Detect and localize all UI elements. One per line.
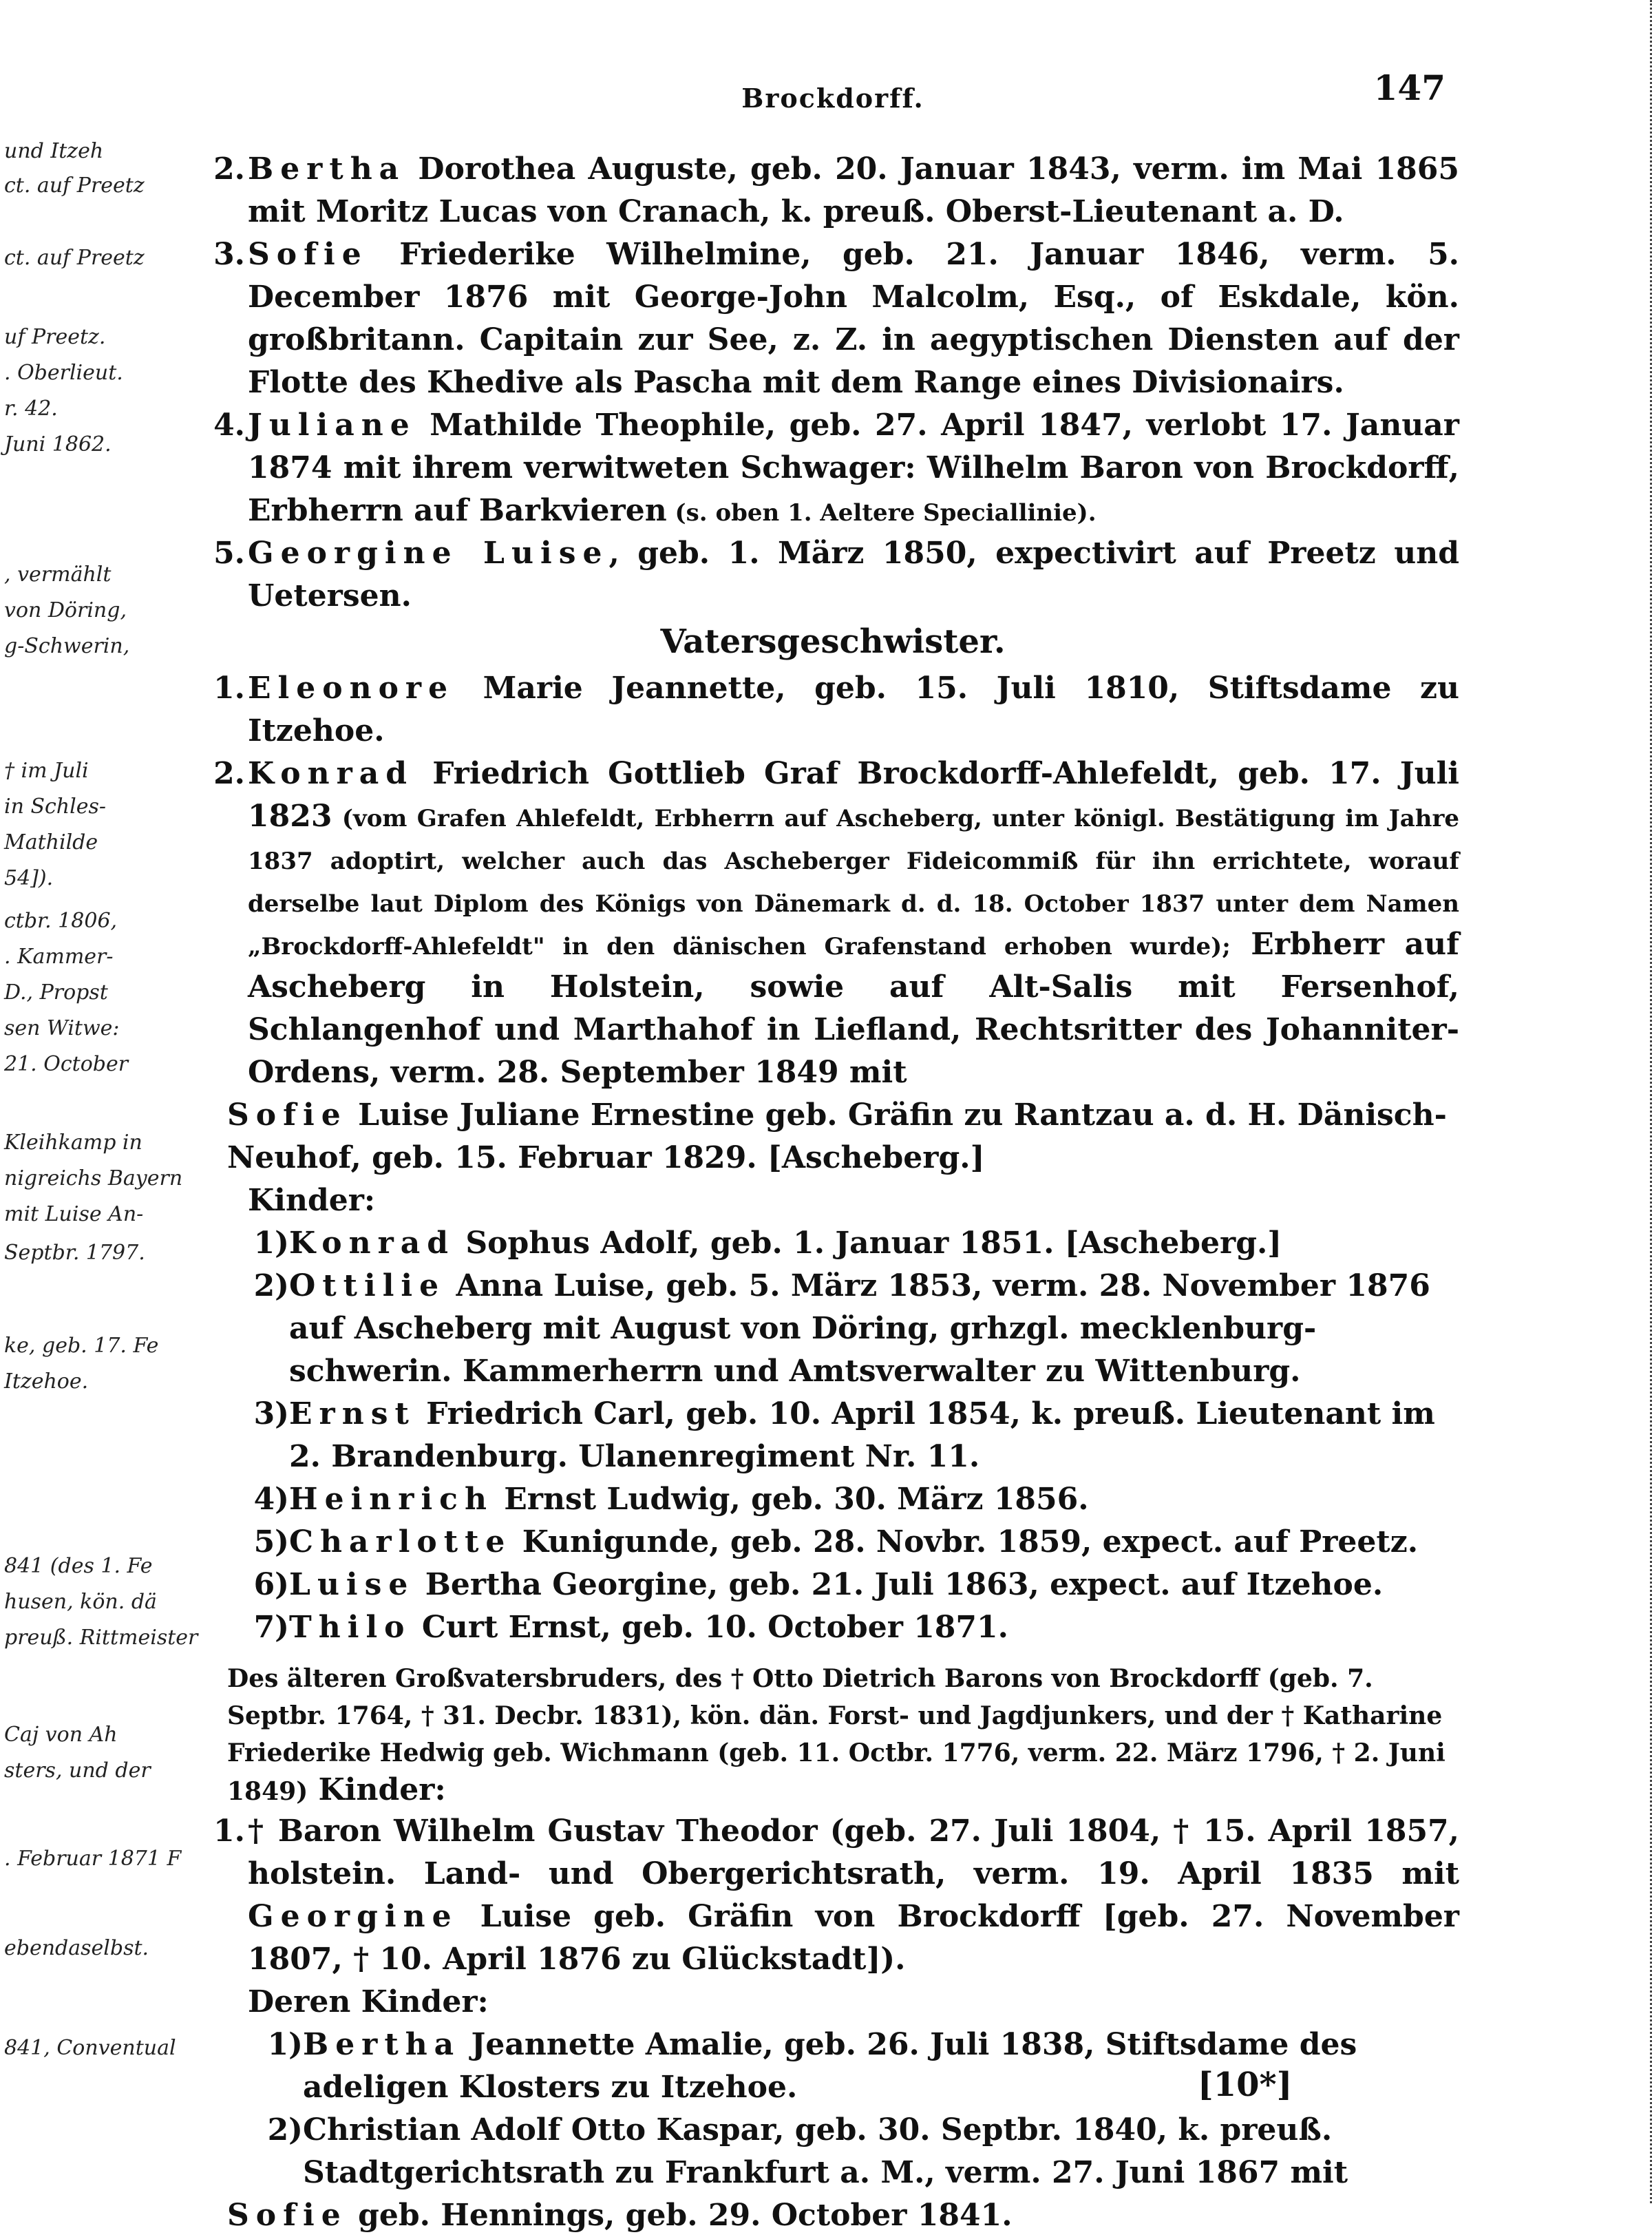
margin-fragment: , vermählt [4, 563, 112, 587]
previous-page-margin [0, 0, 198, 2203]
child-name: Bertha [303, 2027, 461, 2062]
child-number: 2) [267, 2112, 303, 2147]
child-name: Ottilie [289, 1268, 446, 1303]
entry-konrad [206, 753, 1459, 1094]
child-entry [206, 1521, 1459, 1564]
kids-label: Deren Kinder: [248, 1984, 489, 2019]
margin-fragment: 54]). [4, 866, 54, 890]
entry-sofie [206, 233, 1459, 404]
margin-fragment: Caj von Ah [4, 1723, 118, 1747]
entry-number: 5. [213, 536, 245, 571]
margin-fragment: ke, geb. 17. Fe [4, 1334, 159, 1358]
child-number: 7) [253, 1610, 289, 1645]
margin-fragment: r. 42. [4, 397, 58, 421]
margin-fragment: 841, Conventual [4, 2036, 176, 2060]
entry-bertha [206, 148, 1459, 233]
spouse-name: Sofie [227, 2198, 348, 2233]
entry-name: Bertha [248, 151, 406, 187]
entry-text-continued: Luise geb. Gräfin von Brockdorff [geb. 27. November 1807, † 10. April 1876 zu Glückstadt]). [248, 1899, 1459, 1977]
child-entry [206, 1265, 1459, 1393]
margin-fragment: 841 (des 1. Fe [4, 1554, 153, 1578]
margin-fragment: Septbr. 1797. [4, 1241, 145, 1265]
margin-fragment: Mathilde [4, 830, 98, 854]
child-name: Konrad [289, 1226, 456, 1261]
child-number: 3) [253, 1396, 289, 1431]
child-text: Bertha Georgine, geb. 21. Juli 1863, expect. auf Itzehoe. [414, 1567, 1384, 1602]
margin-fragment: Itzehoe. [4, 1369, 89, 1394]
entry-note: (vom Grafen Ahlefeldt, Erbherrn auf Ascheberg, unter königl. Bestätigung im Jahre 1837 adoptirt, welcher auch das Ascheberger Fideicommiß für ihn errichtete, worauf derselbe laut Diplom des Königs von Dänemark d. d. 18. October 1837 unter dem Namen „Brockdorff-Ahlefeldt" in den dänischen Grafenstand erhoben wurde); [248, 805, 1459, 960]
lineage-intro-kinder: Kinder: [308, 1772, 446, 1807]
margin-fragment: nigreichs Bayern [4, 1166, 183, 1190]
child-entry [206, 1222, 1459, 1265]
margin-fragment: ct. auf Preetz [4, 174, 145, 198]
entry-name: Sofie [248, 237, 368, 272]
margin-fragment: † im Juli [4, 759, 89, 783]
margin-fragment: mit Luise An- [4, 1202, 144, 1226]
child-entry [206, 1564, 1459, 1606]
page-body [206, 148, 1459, 2237]
child-number: 4) [253, 1482, 289, 1517]
child-name: Christian [303, 2112, 461, 2147]
child-name: Heinrich [289, 1482, 494, 1517]
entry-juliane [206, 404, 1459, 532]
margin-fragment: . Oberlieut. [4, 361, 123, 385]
lineage-intro [206, 1660, 1459, 1810]
entry-text: Mathilde Theophile, geb. 27. April 1847, verlobt 17. Januar 1874 mit ihrem verwitweten Schwager: Wilhelm Baron von Brockdorff, Erbherrn auf Barkvieren [248, 408, 1459, 528]
child-name: Charlotte [289, 1524, 512, 1559]
spouse-entry [206, 1094, 1459, 1179]
entry-text: , geb. 1. März 1850, expectivirt auf Preetz und Uetersen. [248, 536, 1459, 613]
margin-fragment: in Schles- [4, 795, 107, 819]
entry-number: 1. [213, 671, 245, 706]
binding-edge [1602, 0, 1652, 2203]
entry-text-continued: Erbherr auf Ascheberg in Holstein, sowie auf Alt-Salis mit Fersenhof, Schlangenhof und Marthahof in Liefland, Rechtsritter des Johanniter-Ordens, verm. 28. September 1849 mit [248, 927, 1459, 1090]
spouse-entry [206, 2194, 1459, 2237]
margin-fragment: uf Preetz. [4, 325, 106, 349]
entry-number: 3. [213, 237, 245, 272]
entry-georgine [206, 532, 1459, 618]
child-name: Thilo [289, 1610, 412, 1645]
margin-fragment: 21. October [4, 1052, 129, 1076]
entry-name: Juliane [248, 408, 416, 443]
entry-number: 2. [213, 756, 245, 791]
lineage-intro-text: Des älteren Großvatersbruders, des † Otto Dietrich Barons von Brockdorff (geb. 7. Septbr. 1764, † 31. Decbr. 1831), kön. dän. Forst- und Jagdjunkers, und der † Katharine Friederike Hedwig geb. Wichmann (geb. 11. Octbr. 1776, verm. 22. März 1796, † 2. Juni 1849) [227, 1664, 1446, 1806]
margin-fragment: Kleihkamp in [4, 1131, 142, 1155]
child-number: 6) [253, 1567, 289, 1602]
entry-name: Konrad [248, 756, 414, 791]
child-number: 1) [267, 2027, 303, 2062]
child-name: Ernst [289, 1396, 416, 1431]
child-entry [206, 1393, 1459, 1478]
margin-fragment: Juni 1862. [4, 432, 112, 456]
entry-text: Friedrich Gottlieb Graf Brockdorff-Ahlefeldt, geb. 17. Juli 1823 [248, 756, 1459, 834]
margin-fragment: ebendaselbst. [4, 1936, 149, 1960]
margin-fragment: von Döring, [4, 598, 127, 622]
margin-fragment: husen, kön. dä [4, 1590, 157, 1614]
child-entry [206, 2109, 1459, 2194]
spouse-text: geb. Hennings, geb. 29. October 1841. [347, 2198, 1013, 2233]
child-entry [206, 1478, 1459, 1521]
child-text: Anna Luise, geb. 5. März 1853, verm. 28. November 1876 auf Ascheberg mit August von Döring, grhzgl. mecklenburg-schwerin. Kammerherrn und Amtsverwalter zu Wittenburg. [289, 1268, 1430, 1389]
margin-fragment: ct. auf Preetz [4, 246, 145, 270]
entry-text: Friederike Wilhelmine, geb. 21. Januar 1846, verm. 5. December 1876 mit George-John Malcolm, Esq., of Eskdale, kön. großbritann. Capitain zur See, z. Z. in aegyptischen Diensten auf der Flotte des Khedive als Pascha mit dem Range eines Divisionairs. [248, 237, 1459, 400]
entry-note: (s. oben 1. Aeltere Speciallinie). [666, 499, 1097, 527]
child-entry [206, 1606, 1459, 1649]
entry-number: 4. [213, 408, 245, 443]
child-text: Curt Ernst, geb. 10. October 1871. [411, 1610, 1008, 1645]
entry-number: 1. [213, 1814, 245, 1849]
page-header [220, 55, 1446, 124]
margin-fragment: g-Schwerin, [4, 634, 130, 658]
spouse-name: Sofie [227, 1098, 348, 1133]
signature-mark: [10*] [1198, 2066, 1293, 2104]
entry-text: † Baron Wilhelm Gustav Theodor (geb. 27. Juli 1804, † 15. April 1857, holstein. Land- und Obergerichtsrath, verm. 19. April 1835 mit [248, 1814, 1459, 1891]
entry-text: Marie Jeannette, geb. 15. Juli 1810, Stiftsdame zu Itzehoe. [248, 671, 1459, 748]
child-text: Ernst Ludwig, geb. 30. März 1856. [493, 1482, 1089, 1517]
child-text: Kunigunde, geb. 28. Novbr. 1859, expect. auf Preetz. [511, 1524, 1419, 1559]
running-head: Brockdorff. [741, 83, 924, 114]
spouse-name: Georgine [248, 1899, 458, 1934]
child-name: Luise [289, 1567, 415, 1602]
child-text: Jeannette Amalie, geb. 26. Juli 1838, Stiftsdame des adeligen Klosters zu Itzehoe. [303, 2027, 1357, 2105]
child-number: 5) [253, 1524, 289, 1559]
entry-text: Dorothea Auguste, geb. 20. Januar 1843, verm. im Mai 1865 mit Moritz Lucas von Cranach, k. preuß. Oberst-Lieutenant a. D. [248, 151, 1459, 229]
entry-number: 2. [213, 151, 245, 187]
child-number: 2) [253, 1268, 289, 1303]
margin-fragment: D., Propst [4, 980, 108, 1005]
child-text: Sophus Adolf, geb. 1. Januar 1851. [Ascheberg.] [455, 1226, 1282, 1261]
margin-fragment: ctbr. 1806, [4, 909, 118, 933]
margin-fragment: preuß. Rittmeister [4, 1626, 198, 1650]
entry-eleonore [206, 667, 1459, 753]
spouse-text: Luise Juliane Ernestine geb. Gräfin zu Rantzau a. d. H. Dänisch-Neuhof, geb. 15. Februar 1829. [Ascheberg.] [227, 1098, 1447, 1175]
margin-fragment: . Kammer- [4, 945, 114, 969]
page-number: 147 [1373, 67, 1446, 108]
margin-fragment: und Itzeh [4, 139, 104, 163]
entry-wilhelm [206, 1810, 1459, 1981]
child-text: Friedrich Carl, geb. 10. April 1854, k. preuß. Lieutenant im 2. Brandenburg. Ulanenregiment Nr. 11. [289, 1396, 1435, 1474]
section-heading: Vatersgeschwister. [660, 622, 1006, 661]
entry-name: Georgine Luise [248, 536, 609, 571]
margin-fragment: . Februar 1871 F [4, 1847, 182, 1871]
margin-fragment: sen Witwe: [4, 1016, 120, 1040]
child-number: 1) [253, 1226, 289, 1261]
entry-name: Eleonore [248, 671, 455, 706]
child-text: Adolf Otto Kaspar, geb. 30. Septbr. 1840, k. preuß. Stadtgerichtsrath zu Frankfurt a. M., verm. 27. Juni 1867 mit [303, 2112, 1348, 2190]
kids-label: Kinder: [248, 1183, 376, 1218]
margin-fragment: sters, und der [4, 1758, 151, 1783]
